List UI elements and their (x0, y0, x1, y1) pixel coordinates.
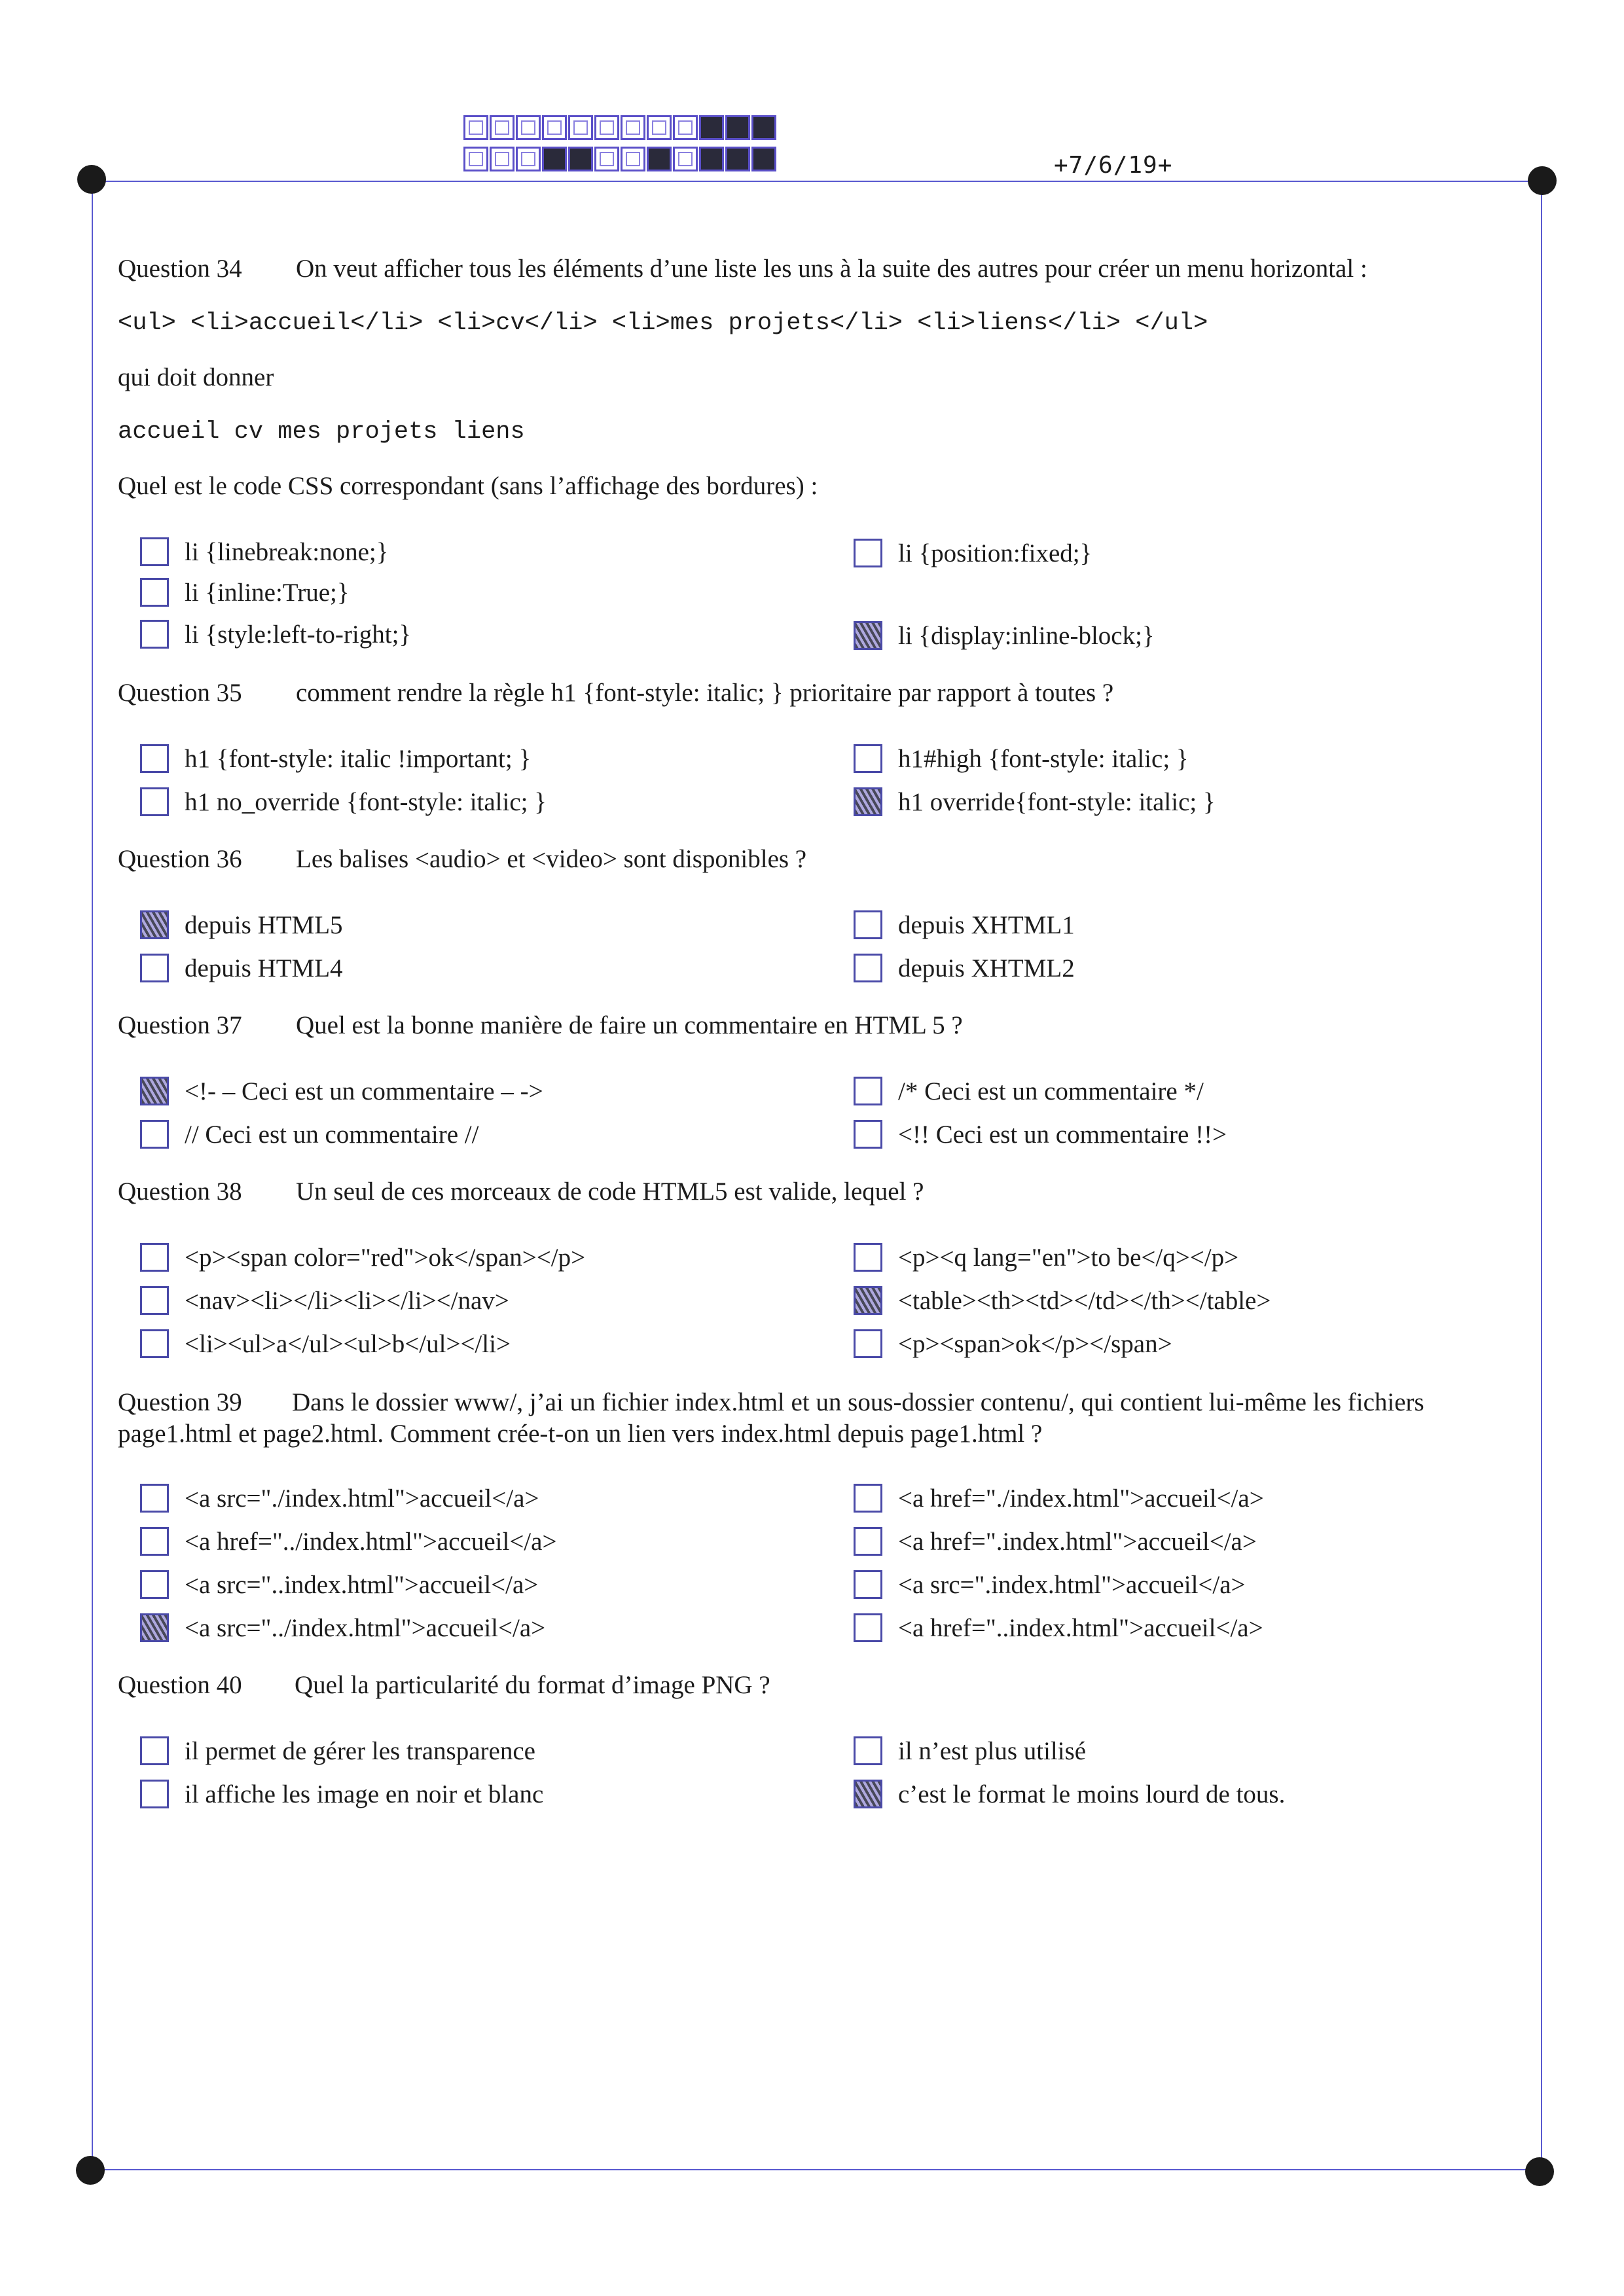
answer-label: il permet de gérer les transparence (185, 1736, 535, 1765)
answer-label: <a src="./index.html">accueil</a> (185, 1484, 539, 1513)
answer-option[interactable] (854, 1568, 1246, 1601)
checkbox[interactable] (140, 1484, 169, 1513)
sheet-id: +7/6/19+ (1054, 152, 1173, 179)
answer-label: <p><span>ok</p></span> (898, 1329, 1172, 1358)
answer-option[interactable] (140, 1482, 539, 1515)
corner-mark-top-left (77, 165, 106, 194)
answer-option[interactable] (854, 1241, 1238, 1274)
question-40 (118, 1669, 1525, 1702)
question-text: Quel la particularité du format d’image PNG ? (295, 1671, 770, 1699)
answer-option[interactable] (854, 1075, 1204, 1107)
code-snippet: <ul> <li>accueil</li> <li>cv</li> <li>mes projets</li> <li>liens</li> </ul> (118, 310, 1208, 337)
checkbox[interactable] (854, 787, 882, 816)
answer-option[interactable] (854, 1327, 1172, 1360)
checkbox[interactable] (854, 621, 882, 650)
checkbox[interactable] (140, 910, 169, 939)
answer-option[interactable] (140, 1734, 535, 1767)
barcode-cell (647, 147, 672, 171)
question-39 (118, 1386, 1525, 1419)
barcode-cell (621, 147, 645, 171)
barcode-cell (647, 115, 672, 140)
answer-label: il n’est plus utilisé (898, 1736, 1087, 1765)
answer-option[interactable] (854, 1778, 1285, 1810)
answer-option[interactable] (140, 785, 547, 818)
question-text: On veut afficher tous les éléments d’une liste les uns à la suite des autres pour créer un menu horizontal : (296, 255, 1367, 283)
checkbox[interactable] (140, 1780, 169, 1808)
barcode-cell (594, 115, 619, 140)
answer-label: <!! Ceci est un commentaire !!> (898, 1120, 1227, 1149)
checkbox[interactable] (854, 1527, 882, 1556)
checkbox[interactable] (140, 578, 169, 607)
barcode-cell (463, 147, 488, 171)
barcode-cell (725, 115, 750, 140)
checkbox[interactable] (854, 1484, 882, 1513)
answer-label: depuis XHTML1 (898, 910, 1075, 939)
question-text-line: Quel est le code CSS correspondant (sans l’affichage des bordures) : (118, 472, 818, 500)
checkbox[interactable] (854, 910, 882, 939)
answer-label: <nav><li></li><li></li></nav> (185, 1286, 509, 1315)
checkbox[interactable] (854, 954, 882, 982)
checkbox[interactable] (140, 1243, 169, 1272)
barcode-row-1 (463, 115, 778, 140)
question-text-line: page1.html et page2.html. Comment crée-t-on un lien vers index.html depuis page1.html ? (118, 1420, 1043, 1448)
checkbox[interactable] (140, 954, 169, 982)
question-number: Question 34 (118, 255, 242, 283)
answer-label: depuis HTML5 (185, 910, 343, 939)
checkbox[interactable] (854, 1243, 882, 1272)
answer-label: // Ceci est un commentaire // (185, 1120, 479, 1149)
checkbox[interactable] (140, 1736, 169, 1765)
checkbox[interactable] (854, 1570, 882, 1599)
answer-option[interactable] (140, 1778, 543, 1810)
barcode-cell (463, 115, 488, 140)
answer-label: /* Ceci est un commentaire */ (898, 1077, 1204, 1105)
checkbox[interactable] (140, 1286, 169, 1315)
checkbox[interactable] (854, 1736, 882, 1765)
answer-label: <a href="../index.html">accueil</a> (185, 1527, 557, 1556)
barcode-cell (621, 115, 645, 140)
answer-option[interactable] (140, 1611, 545, 1644)
checkbox[interactable] (140, 1329, 169, 1358)
answer-label: <a href=".index.html">accueil</a> (898, 1527, 1257, 1556)
answer-option[interactable] (140, 1075, 543, 1107)
answer-label: <li><ul>a</ul><ul>b</ul></li> (185, 1329, 511, 1358)
answer-option[interactable] (854, 1284, 1271, 1317)
corner-mark-top-right (1528, 166, 1557, 195)
question-text-line: qui doit donner (118, 363, 274, 391)
answer-option[interactable] (140, 952, 343, 984)
question-number: Question 39 (118, 1388, 242, 1416)
checkbox[interactable] (140, 744, 169, 773)
answer-option[interactable] (854, 908, 1075, 941)
answer-label: <p><span color="red">ok</span></p> (185, 1243, 586, 1272)
answer-option[interactable] (140, 1568, 538, 1601)
answer-option[interactable] (854, 1734, 1086, 1767)
question-38 (118, 1175, 1525, 1208)
answer-option[interactable] (140, 576, 350, 609)
answer-option[interactable] (140, 1327, 511, 1360)
checkbox[interactable] (854, 1286, 882, 1315)
answer-option[interactable] (140, 1525, 556, 1558)
answer-label: li {inline:True;} (185, 578, 350, 607)
answer-label: <a href="..index.html">accueil</a> (898, 1613, 1263, 1642)
answer-label: il affiche les image en noir et blanc (185, 1780, 544, 1808)
checkbox[interactable] (854, 1780, 882, 1808)
answer-label: h1 no_override {font-style: italic; } (185, 787, 547, 816)
barcode-cell (673, 147, 698, 171)
barcode-cell (725, 147, 750, 171)
question-number: Question 36 (118, 845, 242, 873)
question-number: Question 35 (118, 679, 242, 707)
checkbox[interactable] (854, 539, 882, 567)
answer-option[interactable] (140, 1284, 509, 1317)
question-text: comment rendre la règle h1 {font-style: italic; } prioritaire par rapport à toutes ? (296, 679, 1114, 707)
checkbox[interactable] (140, 787, 169, 816)
answer-option[interactable] (854, 537, 1092, 569)
checkbox[interactable] (140, 620, 169, 649)
barcode-cell (490, 115, 514, 140)
checkbox[interactable] (140, 1077, 169, 1105)
code-snippet: accueil cv mes projets liens (118, 418, 525, 446)
checkbox[interactable] (140, 537, 169, 566)
barcode-cell (751, 147, 776, 171)
question-number: Question 38 (118, 1177, 242, 1206)
barcode-cell (673, 115, 698, 140)
answer-option[interactable] (140, 1118, 478, 1151)
answer-label: li {display:inline-block;} (898, 621, 1155, 650)
barcode-cell (594, 147, 619, 171)
answer-label: li {linebreak:none;} (185, 537, 389, 566)
answer-option[interactable] (854, 785, 1216, 818)
answer-option[interactable] (140, 535, 388, 568)
barcode-row-2 (463, 147, 778, 171)
barcode-cell (542, 147, 567, 171)
checkbox[interactable] (140, 1613, 169, 1642)
answer-label: h1 {font-style: italic !important; } (185, 744, 532, 773)
barcode-cell (751, 115, 776, 140)
question-36 (118, 843, 1525, 876)
answer-option[interactable] (140, 1241, 585, 1274)
question-number: Question 37 (118, 1011, 242, 1039)
answer-label: <p><q lang="en">to be</q></p> (898, 1243, 1239, 1272)
checkbox[interactable] (854, 1613, 882, 1642)
answer-option[interactable] (140, 618, 411, 651)
answer-option[interactable] (854, 1118, 1227, 1151)
checkbox[interactable] (140, 1527, 169, 1556)
question-number: Question 40 (118, 1671, 242, 1699)
question-34 (118, 253, 1525, 285)
barcode-cell (490, 147, 514, 171)
answer-label: <table><th><td></td></th></table> (898, 1286, 1271, 1315)
answer-label: <a src="..index.html">accueil</a> (185, 1570, 539, 1599)
answer-option[interactable] (140, 742, 531, 775)
checkbox[interactable] (140, 1120, 169, 1149)
checkbox[interactable] (854, 744, 882, 773)
barcode-cell (516, 147, 541, 171)
corner-mark-bottom-left (76, 2156, 105, 2185)
answer-option[interactable] (854, 619, 1155, 652)
barcode-cell (516, 115, 541, 140)
answer-label: <a src="../index.html">accueil</a> (185, 1613, 546, 1642)
answer-label: depuis XHTML2 (898, 954, 1075, 982)
answer-label: h1 override{font-style: italic; } (898, 787, 1216, 816)
answer-label: li {position:fixed;} (898, 539, 1092, 567)
barcode-cell (699, 115, 724, 140)
question-text: Quel est la bonne manière de faire un commentaire en HTML 5 ? (296, 1011, 963, 1039)
answer-option[interactable] (854, 742, 1189, 775)
barcode-cell (542, 115, 567, 140)
barcode-cell (568, 147, 593, 171)
question-35 (118, 677, 1525, 709)
question-text: Dans le dossier www/, j’ai un fichier index.html et un sous-dossier contenu/, qui contient lui-même les fichiers (292, 1388, 1424, 1416)
checkbox[interactable] (854, 1120, 882, 1149)
answer-option[interactable] (854, 952, 1075, 984)
answer-option[interactable] (854, 1611, 1263, 1644)
answer-label: depuis HTML4 (185, 954, 343, 982)
question-37 (118, 1009, 1525, 1042)
answer-label: li {style:left-to-right;} (185, 620, 412, 649)
checkbox[interactable] (854, 1077, 882, 1105)
answer-option[interactable] (854, 1482, 1264, 1515)
answer-option[interactable] (854, 1525, 1257, 1558)
question-text: Un seul de ces morceaux de code HTML5 est valide, lequel ? (296, 1177, 924, 1206)
barcode-cell (568, 115, 593, 140)
answer-label: c’est le format le moins lourd de tous. (898, 1780, 1286, 1808)
question-text: Les balises <audio> et <video> sont disponibles ? (296, 845, 807, 873)
answer-label: h1#high {font-style: italic; } (898, 744, 1189, 773)
checkbox[interactable] (854, 1329, 882, 1358)
answer-option[interactable] (140, 908, 343, 941)
checkbox[interactable] (140, 1570, 169, 1599)
answer-label: <a src=".index.html">accueil</a> (898, 1570, 1246, 1599)
answer-label: <a href="./index.html">accueil</a> (898, 1484, 1264, 1513)
barcode-cell (699, 147, 724, 171)
corner-mark-bottom-right (1525, 2157, 1554, 2186)
answer-label: <!- – Ceci est un commentaire – -> (185, 1077, 543, 1105)
